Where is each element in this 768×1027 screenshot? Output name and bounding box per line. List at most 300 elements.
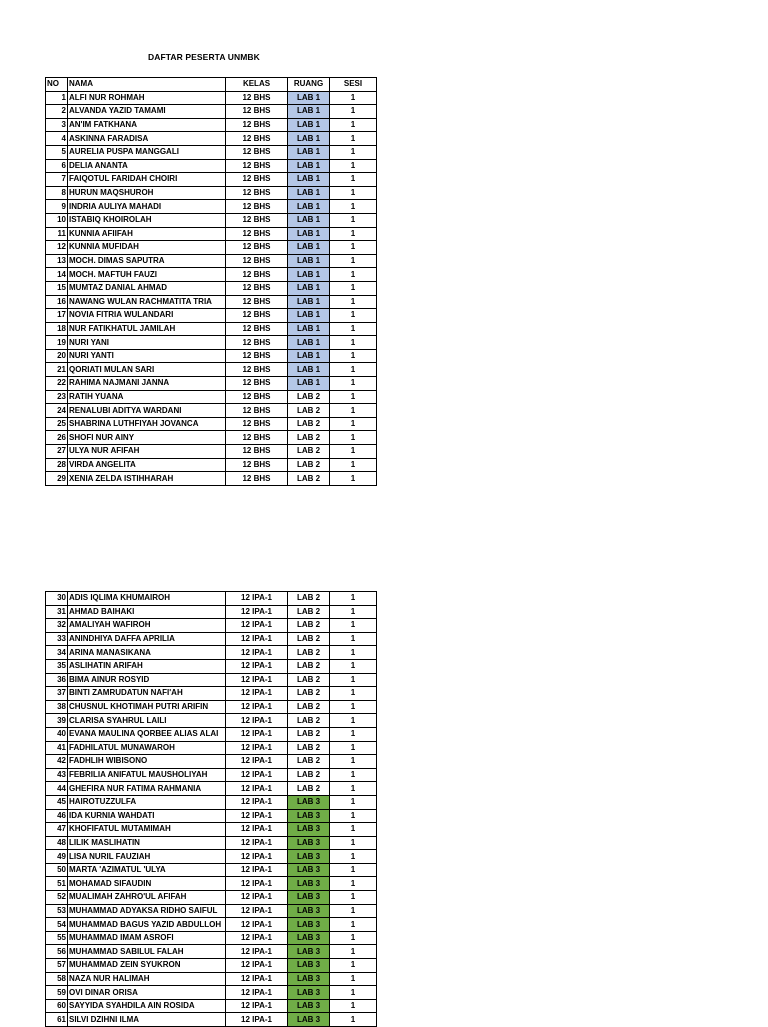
row-ruang: LAB 1 — [288, 377, 330, 391]
row-nama: SHOFI NUR AINY — [68, 431, 226, 445]
row-no: 8 — [46, 186, 68, 200]
row-no: 41 — [46, 741, 68, 755]
row-ruang: LAB 3 — [288, 999, 330, 1013]
row-nama: ISTABIQ KHOIROLAH — [68, 213, 226, 227]
row-sesi: 1 — [330, 877, 377, 891]
row-sesi: 1 — [330, 632, 377, 646]
row-sesi: 1 — [330, 309, 377, 323]
row-nama: KHOFIFATUL MUTAMIMAH — [68, 823, 226, 837]
row-ruang: LAB 1 — [288, 145, 330, 159]
row-nama: ALFI NUR ROHMAH — [68, 91, 226, 105]
row-ruang: LAB 3 — [288, 795, 330, 809]
row-sesi: 1 — [330, 592, 377, 606]
row-nama: XENIA ZELDA ISTIHHARAH — [68, 472, 226, 486]
row-sesi: 1 — [330, 227, 377, 241]
row-sesi: 1 — [330, 918, 377, 932]
row-sesi: 1 — [330, 795, 377, 809]
row-ruang: LAB 3 — [288, 850, 330, 864]
row-nama: RAHIMA NAJMANI JANNA — [68, 377, 226, 391]
row-kelas: 12 IPA-1 — [226, 945, 288, 959]
row-kelas: 12 BHS — [226, 363, 288, 377]
row-nama: LILIK MASLIHATIN — [68, 836, 226, 850]
row-no: 52 — [46, 891, 68, 905]
row-nama: CLARISA SYAHRUL LAILI — [68, 714, 226, 728]
row-kelas: 12 IPA-1 — [226, 795, 288, 809]
row-kelas: 12 BHS — [226, 417, 288, 431]
table-row — [46, 850, 377, 864]
row-ruang: LAB 1 — [288, 173, 330, 187]
row-kelas: 12 BHS — [226, 281, 288, 295]
row-ruang: LAB 1 — [288, 91, 330, 105]
row-no: 33 — [46, 632, 68, 646]
row-kelas: 12 BHS — [226, 431, 288, 445]
row-nama: AMALIYAH WAFIROH — [68, 619, 226, 633]
row-no: 57 — [46, 959, 68, 973]
row-ruang: LAB 1 — [288, 349, 330, 363]
row-ruang: LAB 2 — [288, 472, 330, 486]
row-nama: MUMTAZ DANIAL AHMAD — [68, 281, 226, 295]
row-ruang: LAB 1 — [288, 227, 330, 241]
row-no: 27 — [46, 445, 68, 459]
row-kelas: 12 BHS — [226, 200, 288, 214]
row-ruang: LAB 2 — [288, 458, 330, 472]
row-sesi: 1 — [330, 850, 377, 864]
row-nama: MUHAMMAD BAGUS YAZID ABDULLOH — [68, 918, 226, 932]
row-ruang: LAB 1 — [288, 281, 330, 295]
row-ruang: LAB 2 — [288, 404, 330, 418]
row-ruang: LAB 1 — [288, 295, 330, 309]
row-no: 9 — [46, 200, 68, 214]
row-kelas: 12 BHS — [226, 213, 288, 227]
row-nama: AN'IM FATKHANA — [68, 118, 226, 132]
table-row — [46, 227, 377, 241]
row-ruang: LAB 3 — [288, 959, 330, 973]
row-kelas: 12 IPA-1 — [226, 632, 288, 646]
table-row — [46, 659, 377, 673]
row-no: 17 — [46, 309, 68, 323]
row-kelas: 12 BHS — [226, 105, 288, 119]
row-sesi: 1 — [330, 986, 377, 1000]
row-ruang: LAB 3 — [288, 986, 330, 1000]
row-no: 25 — [46, 417, 68, 431]
table-row — [46, 877, 377, 891]
row-sesi: 1 — [330, 700, 377, 714]
row-sesi: 1 — [330, 809, 377, 823]
row-no: 61 — [46, 1013, 68, 1027]
row-no: 32 — [46, 619, 68, 633]
row-no: 45 — [46, 795, 68, 809]
row-sesi: 1 — [330, 281, 377, 295]
row-kelas: 12 BHS — [226, 336, 288, 350]
row-kelas: 12 IPA-1 — [226, 877, 288, 891]
row-sesi: 1 — [330, 605, 377, 619]
table-row — [46, 390, 377, 404]
row-kelas: 12 IPA-1 — [226, 673, 288, 687]
row-sesi: 1 — [330, 458, 377, 472]
row-kelas: 12 IPA-1 — [226, 592, 288, 606]
row-no: 6 — [46, 159, 68, 173]
table-row — [46, 918, 377, 932]
table-row — [46, 336, 377, 350]
row-nama: IDA KURNIA WAHDATI — [68, 809, 226, 823]
row-sesi: 1 — [330, 999, 377, 1013]
row-nama: ARINA MANASIKANA — [68, 646, 226, 660]
row-nama: FAIQOTUL FARIDAH CHOIRI — [68, 173, 226, 187]
row-nama: NAWANG WULAN RACHMATITA TRIA — [68, 295, 226, 309]
row-ruang: LAB 1 — [288, 159, 330, 173]
row-no: 1 — [46, 91, 68, 105]
row-kelas: 12 BHS — [226, 472, 288, 486]
row-no: 19 — [46, 336, 68, 350]
row-no: 50 — [46, 863, 68, 877]
row-ruang: LAB 2 — [288, 755, 330, 769]
row-sesi: 1 — [330, 891, 377, 905]
row-sesi: 1 — [330, 322, 377, 336]
row-no: 47 — [46, 823, 68, 837]
row-nama: INDRIA AULIYA MAHADI — [68, 200, 226, 214]
row-kelas: 12 IPA-1 — [226, 755, 288, 769]
row-kelas: 12 IPA-1 — [226, 768, 288, 782]
table-row — [46, 795, 377, 809]
row-no: 14 — [46, 268, 68, 282]
row-ruang: LAB 1 — [288, 336, 330, 350]
row-nama: FADHLIH WIBISONO — [68, 755, 226, 769]
row-kelas: 12 IPA-1 — [226, 904, 288, 918]
row-no: 7 — [46, 173, 68, 187]
table-row — [46, 605, 377, 619]
row-ruang: LAB 3 — [288, 863, 330, 877]
row-ruang: LAB 1 — [288, 186, 330, 200]
table-row — [46, 363, 377, 377]
row-no: 18 — [46, 322, 68, 336]
table-row — [46, 836, 377, 850]
row-ruang: LAB 2 — [288, 687, 330, 701]
row-sesi: 1 — [330, 741, 377, 755]
row-kelas: 12 IPA-1 — [226, 986, 288, 1000]
row-kelas: 12 BHS — [226, 118, 288, 132]
table-row — [46, 999, 377, 1013]
row-no: 53 — [46, 904, 68, 918]
row-sesi: 1 — [330, 241, 377, 255]
row-nama: MOHAMAD SIFAUDIN — [68, 877, 226, 891]
row-kelas: 12 BHS — [226, 268, 288, 282]
row-kelas: 12 BHS — [226, 458, 288, 472]
table-row — [46, 646, 377, 660]
row-sesi: 1 — [330, 727, 377, 741]
table-row — [46, 458, 377, 472]
row-sesi: 1 — [330, 659, 377, 673]
row-kelas: 12 BHS — [226, 145, 288, 159]
table-row — [46, 349, 377, 363]
table-row — [46, 986, 377, 1000]
row-ruang: LAB 3 — [288, 877, 330, 891]
row-no: 55 — [46, 931, 68, 945]
row-nama: MUALIMAH ZAHRO'UL AFIFAH — [68, 891, 226, 905]
row-nama: NURI YANI — [68, 336, 226, 350]
row-nama: ALVANDA YAZID TAMAMI — [68, 105, 226, 119]
row-ruang: LAB 2 — [288, 417, 330, 431]
table-row — [46, 404, 377, 418]
table-row — [46, 632, 377, 646]
row-no: 22 — [46, 377, 68, 391]
header-no: NO — [46, 78, 68, 92]
row-sesi: 1 — [330, 1013, 377, 1027]
row-no: 43 — [46, 768, 68, 782]
table-row — [46, 186, 377, 200]
row-ruang: LAB 1 — [288, 118, 330, 132]
row-nama: BIMA AINUR ROSYID — [68, 673, 226, 687]
row-kelas: 12 IPA-1 — [226, 741, 288, 755]
row-no: 54 — [46, 918, 68, 932]
row-ruang: LAB 1 — [288, 268, 330, 282]
row-nama: MUHAMMAD ZEIN SYUKRON — [68, 959, 226, 973]
row-no: 37 — [46, 687, 68, 701]
row-nama: VIRDA ANGELITA — [68, 458, 226, 472]
row-no: 56 — [46, 945, 68, 959]
row-kelas: 12 IPA-1 — [226, 836, 288, 850]
header-sesi: SESI — [330, 78, 377, 92]
row-nama: FEBRILIA ANIFATUL MAUSHOLIYAH — [68, 768, 226, 782]
row-sesi: 1 — [330, 132, 377, 146]
row-no: 30 — [46, 592, 68, 606]
table-row — [46, 91, 377, 105]
row-sesi: 1 — [330, 646, 377, 660]
row-no: 11 — [46, 227, 68, 241]
row-sesi: 1 — [330, 377, 377, 391]
table-row — [46, 145, 377, 159]
row-ruang: LAB 1 — [288, 241, 330, 255]
row-kelas: 12 BHS — [226, 377, 288, 391]
table-row — [46, 417, 377, 431]
row-no: 12 — [46, 241, 68, 255]
row-sesi: 1 — [330, 687, 377, 701]
table-row — [46, 118, 377, 132]
row-no: 34 — [46, 646, 68, 660]
row-nama: DELIA ANANTA — [68, 159, 226, 173]
row-ruang: LAB 2 — [288, 605, 330, 619]
row-nama: OVI DINAR ORISA — [68, 986, 226, 1000]
row-no: 59 — [46, 986, 68, 1000]
row-sesi: 1 — [330, 118, 377, 132]
table-row — [46, 377, 377, 391]
row-ruang: LAB 1 — [288, 363, 330, 377]
row-ruang: LAB 2 — [288, 390, 330, 404]
row-ruang: LAB 3 — [288, 1013, 330, 1027]
row-ruang: LAB 1 — [288, 309, 330, 323]
row-ruang: LAB 3 — [288, 823, 330, 837]
row-kelas: 12 IPA-1 — [226, 809, 288, 823]
row-no: 39 — [46, 714, 68, 728]
row-ruang: LAB 2 — [288, 768, 330, 782]
row-ruang: LAB 3 — [288, 809, 330, 823]
row-kelas: 12 IPA-1 — [226, 659, 288, 673]
row-kelas: 12 BHS — [226, 295, 288, 309]
table-row — [46, 863, 377, 877]
row-nama: ASLIHATIN ARIFAH — [68, 659, 226, 673]
row-sesi: 1 — [330, 363, 377, 377]
row-kelas: 12 BHS — [226, 309, 288, 323]
row-sesi: 1 — [330, 404, 377, 418]
row-ruang: LAB 2 — [288, 619, 330, 633]
row-sesi: 1 — [330, 619, 377, 633]
row-no: 13 — [46, 254, 68, 268]
row-kelas: 12 BHS — [226, 132, 288, 146]
table-row — [46, 619, 377, 633]
table-header-row — [46, 78, 377, 92]
participant-table-bottom — [45, 591, 377, 1027]
row-nama: SHABRINA LUTHFIYAH JOVANCA — [68, 417, 226, 431]
row-no: 36 — [46, 673, 68, 687]
table-row — [46, 431, 377, 445]
table-row — [46, 755, 377, 769]
table-row — [46, 741, 377, 755]
row-sesi: 1 — [330, 186, 377, 200]
row-sesi: 1 — [330, 445, 377, 459]
row-nama: KUNNIA AFIIFAH — [68, 227, 226, 241]
row-no: 31 — [46, 605, 68, 619]
row-sesi: 1 — [330, 959, 377, 973]
row-ruang: LAB 2 — [288, 727, 330, 741]
row-no: 48 — [46, 836, 68, 850]
table-row — [46, 213, 377, 227]
row-sesi: 1 — [330, 200, 377, 214]
row-sesi: 1 — [330, 295, 377, 309]
row-ruang: LAB 2 — [288, 592, 330, 606]
row-ruang: LAB 3 — [288, 836, 330, 850]
row-kelas: 12 BHS — [226, 390, 288, 404]
row-ruang: LAB 3 — [288, 972, 330, 986]
table-row — [46, 823, 377, 837]
row-ruang: LAB 1 — [288, 322, 330, 336]
table-row — [46, 891, 377, 905]
table-row — [46, 445, 377, 459]
row-nama: HURUN MAQSHUROH — [68, 186, 226, 200]
row-no: 10 — [46, 213, 68, 227]
row-no: 16 — [46, 295, 68, 309]
row-kelas: 12 BHS — [226, 349, 288, 363]
table-row — [46, 132, 377, 146]
row-no: 46 — [46, 809, 68, 823]
table-row — [46, 105, 377, 119]
row-kelas: 12 IPA-1 — [226, 727, 288, 741]
row-kelas: 12 IPA-1 — [226, 891, 288, 905]
table-row — [46, 322, 377, 336]
row-sesi: 1 — [330, 836, 377, 850]
row-ruang: LAB 2 — [288, 659, 330, 673]
row-ruang: LAB 3 — [288, 918, 330, 932]
row-kelas: 12 IPA-1 — [226, 687, 288, 701]
row-no: 35 — [46, 659, 68, 673]
row-sesi: 1 — [330, 714, 377, 728]
row-ruang: LAB 2 — [288, 714, 330, 728]
row-no: 5 — [46, 145, 68, 159]
row-no: 3 — [46, 118, 68, 132]
row-sesi: 1 — [330, 431, 377, 445]
row-ruang: LAB 1 — [288, 254, 330, 268]
row-no: 4 — [46, 132, 68, 146]
row-no: 49 — [46, 850, 68, 864]
table-row — [46, 931, 377, 945]
row-kelas: 12 IPA-1 — [226, 850, 288, 864]
row-nama: ANINDHIYA DAFFA APRILIA — [68, 632, 226, 646]
row-ruang: LAB 3 — [288, 891, 330, 905]
row-sesi: 1 — [330, 417, 377, 431]
table-row — [46, 295, 377, 309]
table-row — [46, 1013, 377, 1027]
row-nama: RATIH YUANA — [68, 390, 226, 404]
row-kelas: 12 IPA-1 — [226, 999, 288, 1013]
row-ruang: LAB 2 — [288, 431, 330, 445]
table-row — [46, 904, 377, 918]
row-ruang: LAB 2 — [288, 741, 330, 755]
row-kelas: 12 BHS — [226, 254, 288, 268]
row-kelas: 12 IPA-1 — [226, 972, 288, 986]
row-sesi: 1 — [330, 472, 377, 486]
row-kelas: 12 BHS — [226, 186, 288, 200]
row-sesi: 1 — [330, 91, 377, 105]
row-kelas: 12 BHS — [226, 445, 288, 459]
row-sesi: 1 — [330, 336, 377, 350]
participant-table-top — [45, 77, 377, 486]
row-no: 2 — [46, 105, 68, 119]
row-nama: SILVI DZIHNI ILMA — [68, 1013, 226, 1027]
row-ruang: LAB 1 — [288, 105, 330, 119]
row-kelas: 12 BHS — [226, 322, 288, 336]
row-kelas: 12 BHS — [226, 241, 288, 255]
table-row — [46, 700, 377, 714]
row-kelas: 12 IPA-1 — [226, 959, 288, 973]
row-sesi: 1 — [330, 782, 377, 796]
row-nama: AURELIA PUSPA MANGGALI — [68, 145, 226, 159]
row-no: 51 — [46, 877, 68, 891]
table-row — [46, 281, 377, 295]
row-no: 58 — [46, 972, 68, 986]
row-no: 23 — [46, 390, 68, 404]
table-row — [46, 241, 377, 255]
page-title: DAFTAR PESERTA UNMBK — [148, 52, 260, 62]
table-row — [46, 687, 377, 701]
row-sesi: 1 — [330, 145, 377, 159]
row-no: 26 — [46, 431, 68, 445]
row-sesi: 1 — [330, 673, 377, 687]
row-no: 38 — [46, 700, 68, 714]
table-row — [46, 945, 377, 959]
row-kelas: 12 BHS — [226, 227, 288, 241]
row-nama: FADHILATUL MUNAWAROH — [68, 741, 226, 755]
row-nama: LISA NURIL FAUZIAH — [68, 850, 226, 864]
row-ruang: LAB 2 — [288, 782, 330, 796]
row-no: 24 — [46, 404, 68, 418]
row-kelas: 12 IPA-1 — [226, 605, 288, 619]
row-sesi: 1 — [330, 863, 377, 877]
row-ruang: LAB 1 — [288, 213, 330, 227]
row-ruang: LAB 1 — [288, 200, 330, 214]
row-nama: MUHAMMAD IMAM ASROFI — [68, 931, 226, 945]
row-nama: NUR FATIKHATUL JAMILAH — [68, 322, 226, 336]
row-sesi: 1 — [330, 349, 377, 363]
row-sesi: 1 — [330, 972, 377, 986]
row-sesi: 1 — [330, 823, 377, 837]
row-ruang: LAB 3 — [288, 931, 330, 945]
row-kelas: 12 IPA-1 — [226, 700, 288, 714]
row-no: 60 — [46, 999, 68, 1013]
row-ruang: LAB 3 — [288, 945, 330, 959]
row-no: 20 — [46, 349, 68, 363]
row-kelas: 12 IPA-1 — [226, 714, 288, 728]
row-ruang: LAB 2 — [288, 445, 330, 459]
row-no: 21 — [46, 363, 68, 377]
table-row — [46, 472, 377, 486]
